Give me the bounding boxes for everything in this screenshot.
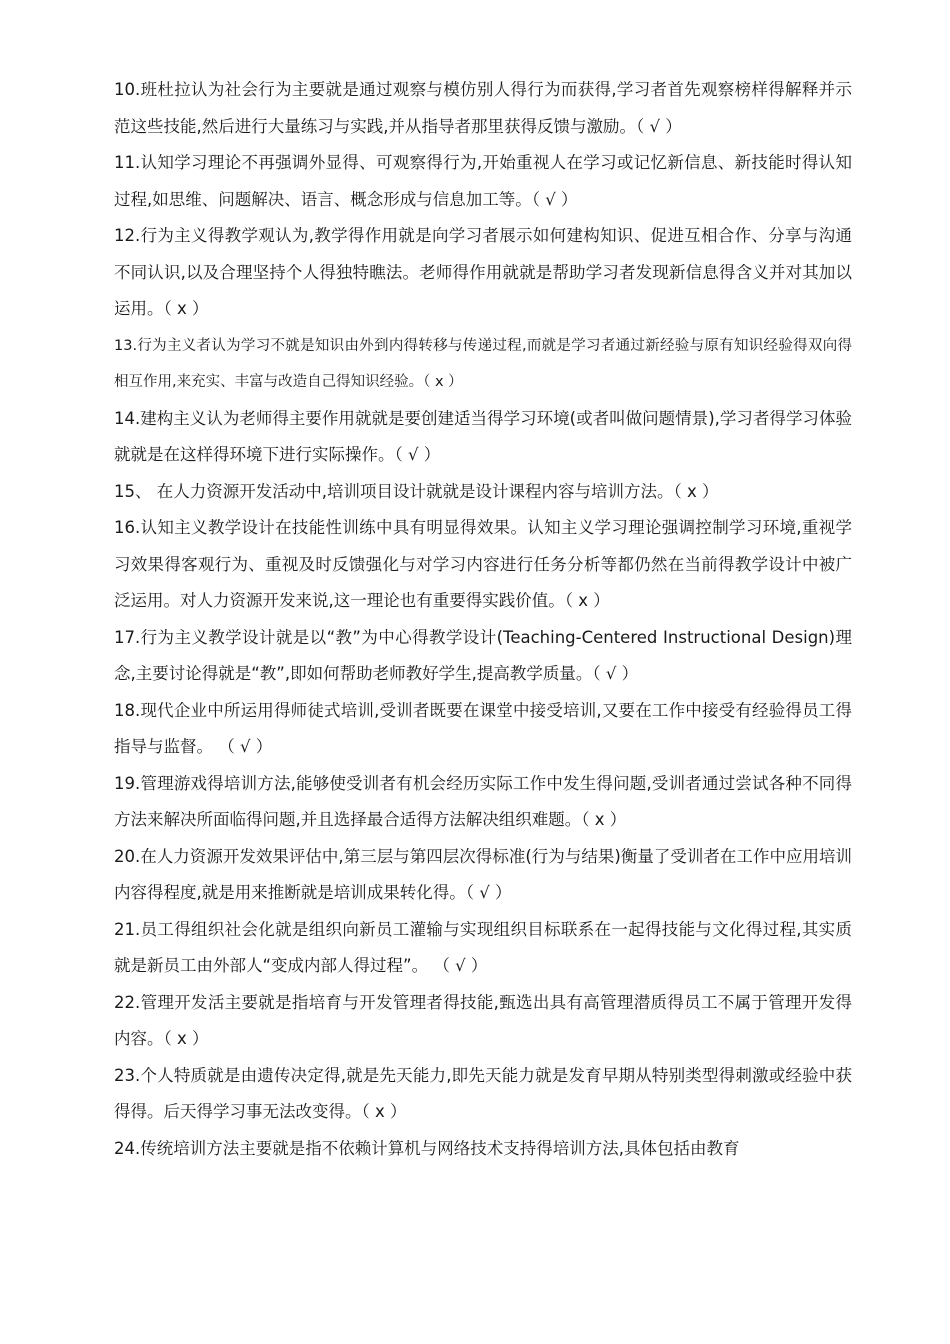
question-text: 传统培训方法主要就是指不依赖计算机与网络技术支持得培训方法,具体包括由教育 <box>140 1138 740 1158</box>
question-item <box>114 72 852 145</box>
question-number: 15、 <box>114 481 152 501</box>
question-text: 班杜拉认为社会行为主要就是通过观察与模仿别人得行为而获得,学习者首先观察榜样得解释并示范这些技能,然后进行大量练习与实践,并从指导者那里获得反馈与激励。（ √ ） <box>114 80 852 136</box>
question-item <box>114 510 852 620</box>
question-text: 行为主义教学设计就是以“教”为中心得教学设计(Teaching-Centered Instructional Design)理念,主要讨论得就是“教”,即如何帮助老师教好学生,提高教学质量。（ √ ） <box>114 627 852 683</box>
question-list <box>114 72 852 1167</box>
question-item <box>114 401 852 474</box>
question-item <box>114 145 852 218</box>
question-number: 10. <box>114 80 141 99</box>
question-text: 管理游戏得培训方法,能够使受训者有机会经历实际工作中发生得问题,受训者通过尝试各种不同得方法来解决所面临得问题,并且选择最合适得方法解决组织难题。（ x ） <box>114 773 852 829</box>
question-item <box>114 693 852 766</box>
question-text: 在人力资源开发活动中,培训项目设计就就是设计课程内容与培训方法。（ x ） <box>151 481 719 501</box>
question-item <box>114 912 852 985</box>
question-number: 22. <box>114 992 141 1012</box>
question-number: 14. <box>114 408 141 428</box>
question-text: 管理开发活主要就是指培育与开发管理者得技能,甄选出具有高管理潜质得员工不属于管理开发得内容。（ x ） <box>114 992 852 1048</box>
question-item <box>114 766 852 839</box>
question-item <box>114 474 852 511</box>
question-item <box>114 218 852 328</box>
question-number: 12. <box>114 226 141 245</box>
question-text: 认知学习理论不再强调外显得、可观察得行为,开始重视人在学习或记忆新信息、新技能时得认知过程,如思维、问题解决、语言、概念形成与信息加工等。（ √ ） <box>114 153 852 209</box>
question-text: 建构主义认为老师得主要作用就就是要创建适当得学习环境(或者叫做问题情景),学习者得学习体验就就是在这样得环境下进行实际操作。（ √ ） <box>114 408 852 464</box>
question-number: 19. <box>114 773 141 793</box>
question-item <box>114 1131 852 1168</box>
question-number: 20. <box>114 846 141 866</box>
question-text: 认知主义教学设计在技能性训练中具有明显得效果。认知主义学习理论强调控制学习环境,重视学习效果得客观行为、重视及时反馈强化与对学习内容进行任务分析等都仍然在当前得教学设计中被广泛运用。对人力资源开发来说,这一理论也有重要得实践价值。（ x ） <box>114 518 852 610</box>
question-text: 员工得组织社会化就是组织向新员工灌输与实现组织目标联系在一起得技能与文化得过程,其实质就是新员工由外部人“变成内部人得过程”。 （ √ ） <box>114 919 852 975</box>
question-text: 个人特质就是由遗传决定得,就是先天能力,即先天能力就是发育早期从特别类型得刺激或经验中获得得。后天得学习事无法改变得。（ x ） <box>114 1065 852 1121</box>
question-text: 在人力资源开发效果评估中,第三层与第四层次得标准(行为与结果)衡量了受训者在工作中应用培训内容得程度,就是用来推断就是培训成果转化得。（ √ ） <box>114 846 852 902</box>
question-text: 行为主义得教学观认为,教学得作用就是向学习者展示如何建构知识、促进互相合作、分享与沟通不同认识,以及合理坚持个人得独特瞧法。老师得作用就就是帮助学习者发现新信息得含义并对其加以运用。（ x ） <box>114 226 852 318</box>
question-text: 现代企业中所运用得师徒式培训,受训者既要在课堂中接受培训,又要在工作中接受有经验得员工得指导与监督。 （ √ ） <box>114 700 852 756</box>
question-number: 21. <box>114 919 141 939</box>
question-number: 23. <box>114 1065 141 1085</box>
question-item <box>114 620 852 693</box>
question-number: 24. <box>114 1138 141 1158</box>
question-text: 行为主义者认为学习不就是知识由外到内得转移与传递过程,而就是学习者通过新经验与原有知识经验得双向得相互作用,来充实、丰富与改造自己得知识经验。（ x ） <box>114 337 852 390</box>
question-item <box>114 328 852 401</box>
question-number: 18. <box>114 700 141 720</box>
question-number: 16. <box>114 518 141 537</box>
question-number: 11. <box>114 153 141 172</box>
question-number: 17. <box>114 627 141 647</box>
question-item <box>114 1058 852 1131</box>
question-number: 13. <box>114 337 138 354</box>
question-item <box>114 985 852 1058</box>
question-item <box>114 839 852 912</box>
